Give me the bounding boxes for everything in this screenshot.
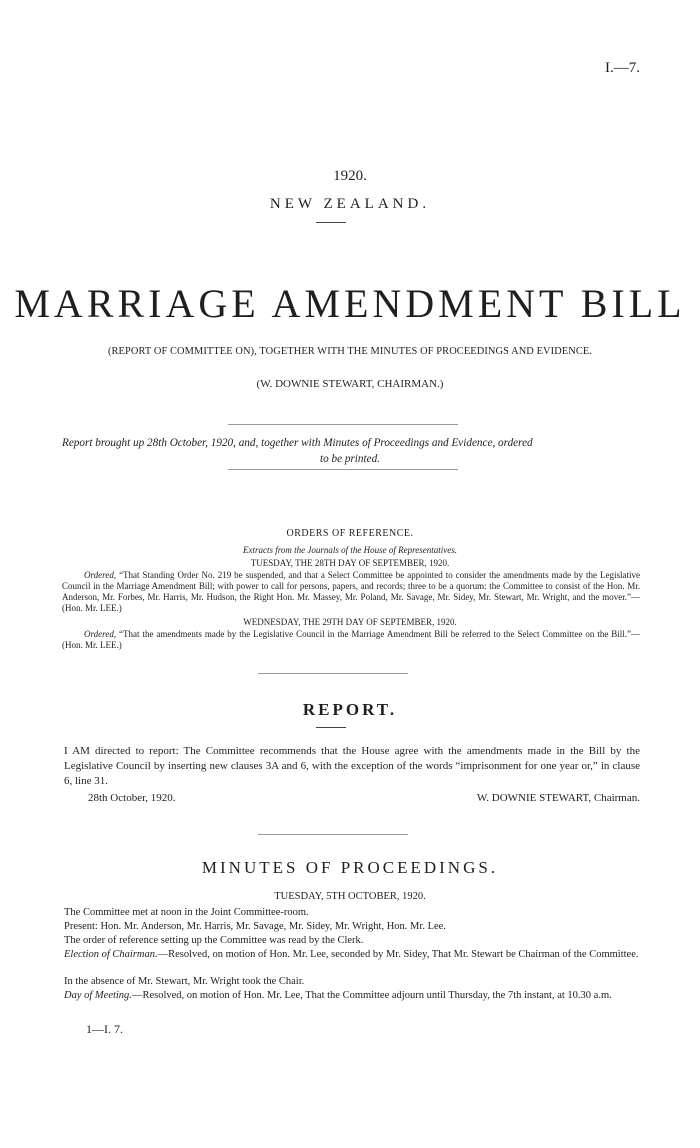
- minutes-label: Election of Chairman.: [64, 949, 158, 960]
- orders-heading: ORDERS OF REFERENCE.: [286, 528, 414, 539]
- divider: [258, 673, 408, 674]
- country: NEW ZEALAND.: [269, 196, 431, 212]
- minutes-label: Day of Meeting.: [64, 990, 132, 1001]
- order-paragraph-2: [62, 629, 640, 651]
- minutes-text: —Resolved, on motion of Hon. Mr. Lee, That the Committee adjourn until Thursday, the 7th instant, at 10.30 a.m.: [131, 990, 612, 1001]
- bill-subtitle: (REPORT OF COMMITTEE ON), TOGETHER WITH THE MINUTES OF PROCEEDINGS AND EVIDENCE.: [107, 346, 593, 357]
- report-brought-line2: to be printed.: [320, 453, 380, 465]
- minutes-paragraph-2: Present: Hon. Mr. Anderson, Mr. Harris, Mr. Savage, Mr. Sidey, Mr. Wright, Hon. Mr. Lee.: [64, 921, 446, 932]
- year: 1920.: [333, 168, 367, 184]
- order-date-2: WEDNESDAY, THE 29TH DAY OF SEPTEMBER, 1920.: [243, 617, 457, 627]
- report-text: I AM directed to report: The Committee recommends that the House agree with the amendments made in the Bill by the Legislative Council by inserting new clauses 3A and 6, with the exception of the words “imprisonment for one year or,” in clause 6, line 31.: [64, 745, 640, 787]
- report-date: 28th October, 1920.: [88, 792, 176, 804]
- ordered-label: Ordered,: [84, 570, 117, 580]
- minutes-paragraph-3: The order of reference setting up the Committee was read by the Clerk.: [64, 935, 364, 946]
- divider: [228, 424, 458, 425]
- order-paragraph-1: [62, 570, 640, 614]
- chairman-line: (W. DOWNIE STEWART, CHAIRMAN.): [256, 378, 444, 390]
- minutes-paragraph-6: [48, 989, 640, 1003]
- minutes-paragraph-1: The Committee met at noon in the Joint Committee-room.: [64, 907, 309, 918]
- report-signature: W. DOWNIE STEWART, Chairman.: [476, 792, 640, 804]
- order-date-1: TUESDAY, THE 28TH DAY OF SEPTEMBER, 1920.: [250, 558, 450, 568]
- page-reference: I.—7.: [605, 60, 640, 76]
- divider: [258, 834, 408, 835]
- minutes-text: —Resolved, on motion of Hon. Mr. Lee, seconded by Mr. Sidey, That Mr. Stewart be Chairman of the Committee.: [157, 949, 639, 960]
- bill-title: MARRIAGE AMENDMENT BILL: [14, 281, 686, 326]
- ordered-text: “That Standing Order No. 219 be suspended, and that a Select Committee be appointed to consider the amendments made by the Legislative Council in the Marriage Amendment Bill; with power to call for persons, papers, and records; three to be a quorum: the Committee to consist of the Hon. Mr. Anderson, Mr. Forbes, Mr. Harris, Mr. Hudson, the Right Hon. Mr. Massey, Mr. Poland, Mr. Savage, Mr. Sidey, Mr. Stewart, Mr. Wright, and the mover.”—(Hon. Mr. LEE.): [62, 570, 640, 613]
- minutes-paragraph-5: In the absence of Mr. Stewart, Mr. Wright took the Chair.: [64, 976, 305, 987]
- report-brought-line1: Report brought up 28th October, 1920, and, together with Minutes of Proceedings and Evidence, ordered: [62, 437, 533, 449]
- minutes-heading: MINUTES OF PROCEEDINGS.: [201, 858, 499, 877]
- divider: [316, 727, 346, 728]
- report-heading: REPORT.: [302, 700, 398, 719]
- minutes-date: TUESDAY, 5TH OCTOBER, 1920.: [274, 891, 426, 902]
- ordered-text: “That the amendments made by the Legislative Council in the Marriage Amendment Bill be referred to the Select Committee on the Bill.”—(Hon. Mr. LEE.): [62, 629, 641, 650]
- extracts-line: Extracts from the Journals of the House of Representatives.: [242, 545, 458, 555]
- signature-mark: 1—I. 7.: [86, 1022, 123, 1036]
- divider: [228, 469, 458, 470]
- ordered-label: Ordered,: [84, 629, 117, 639]
- divider: [316, 222, 346, 223]
- minutes-paragraph-4: [48, 948, 640, 962]
